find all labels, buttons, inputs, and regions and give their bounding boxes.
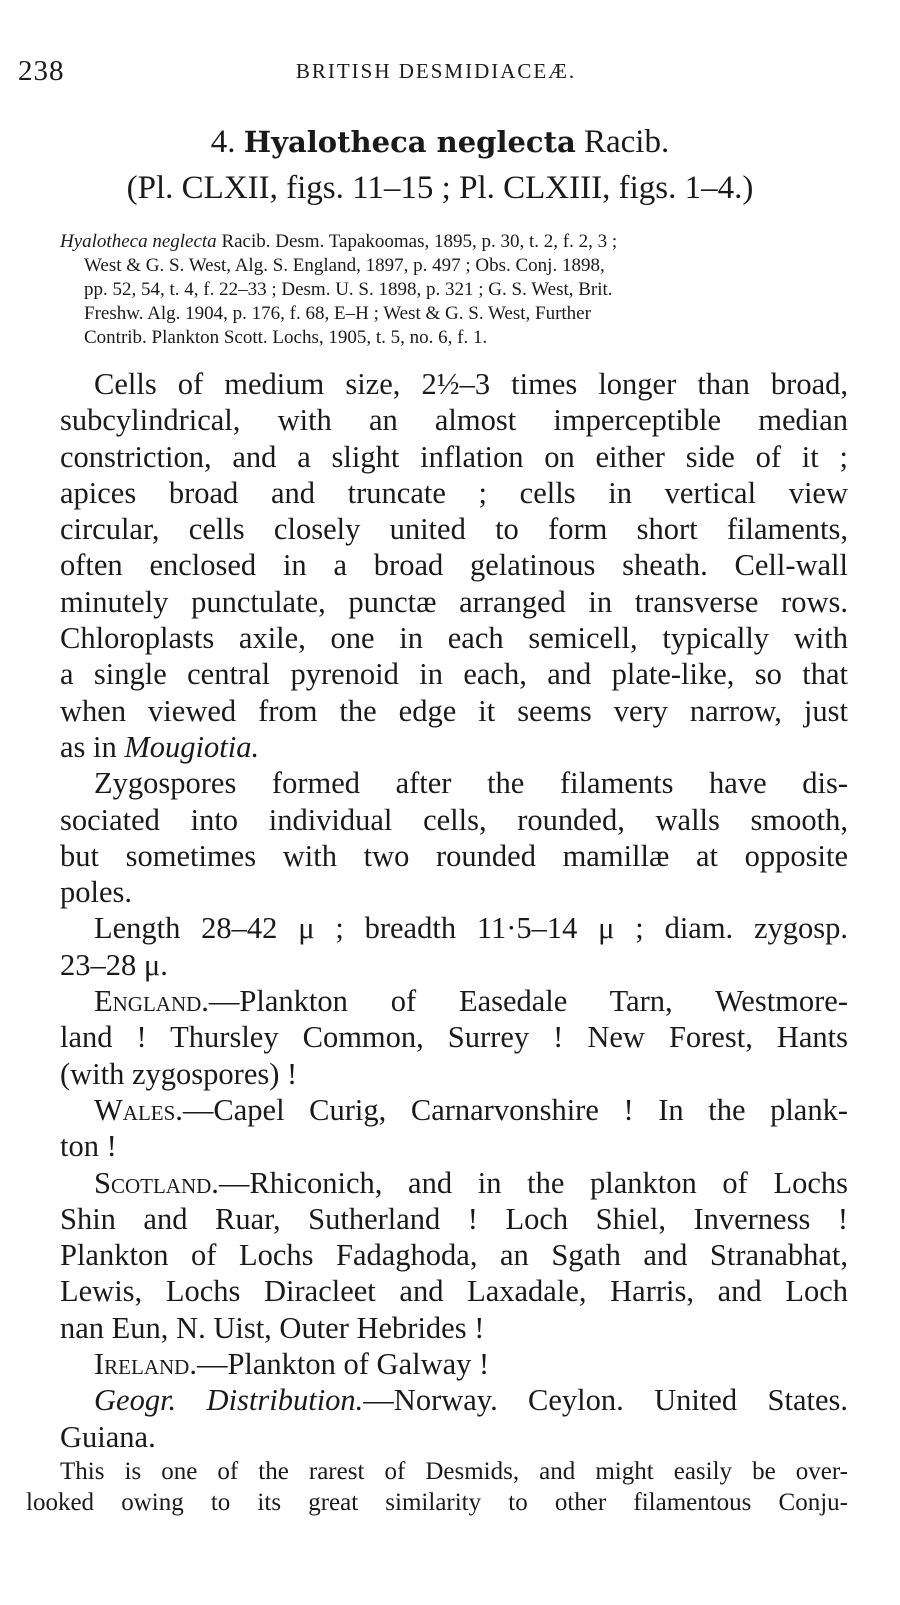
- text-line: Ireland.—Plankton of Galway !: [94, 1347, 490, 1382]
- text-line: often enclosed in a broad gelatinous sheath. Cell-wall: [60, 548, 848, 583]
- region-label: England.: [94, 984, 209, 1019]
- genus-mougiotia: Mougiotia.: [124, 729, 260, 764]
- text-line: subcylindrical, with an almost imperceptible median: [60, 403, 848, 438]
- paragraph-scotland: [26, 1165, 848, 1346]
- note-paragraph: [26, 1456, 848, 1518]
- species-number: 4.: [210, 124, 236, 160]
- species-title: [30, 122, 850, 162]
- text-line: Plankton of Lochs Fadaghoda, an Sgath and Stranabhat,: [60, 1238, 848, 1273]
- synonymy-line: Contrib. Plankton Scott. Lochs, 1905, t. 5, no. 6, f. 1.: [84, 327, 488, 348]
- description-body: [26, 366, 848, 1455]
- text-line: Scotland.—Rhiconich, and in the plankton of Lochs: [94, 1165, 848, 1200]
- text-line: (with zygospores) !: [60, 1056, 298, 1091]
- paragraph-wales: [26, 1092, 848, 1165]
- species-name: Hyalotheca neglecta: [243, 125, 576, 159]
- text-line: England.—Plankton of Easedale Tarn, Westmore-: [94, 984, 848, 1019]
- synonymy-line: West & G. S. West, Alg. S. England, 1897, p. 497 ; Obs. Conj. 1898,: [84, 255, 605, 276]
- text-line: land ! Thursley Common, Surrey ! New Forest, Hants: [60, 1020, 848, 1055]
- paragraph-england: [26, 983, 848, 1092]
- text-line: 23–28 μ.: [60, 947, 168, 982]
- text-line: sociated into individual cells, rounded, walls smooth,: [60, 802, 848, 837]
- paragraph-cells: [26, 366, 848, 765]
- synonymy-line: pp. 52, 54, t. 4, f. 22–33 ; Desm. U. S. 1898, p. 321 ; G. S. West, Brit.: [84, 279, 613, 300]
- text-line: a single central pyrenoid in each, and plate-like, so that: [60, 657, 848, 692]
- running-title: BRITISH DESMIDIACEÆ.: [295, 59, 577, 83]
- paragraph-ireland: [26, 1346, 848, 1382]
- text-line: nan Eun, N. Uist, Outer Hebrides !: [60, 1310, 485, 1345]
- paragraph-zygospores: [26, 765, 848, 910]
- text-line: Shin and Ruar, Sutherland ! Loch Shiel, Inverness !: [60, 1201, 848, 1236]
- geogr-label: Geogr. Distribution.: [94, 1383, 364, 1418]
- text-line: This is one of the rarest of Desmids, and might easily be over-: [60, 1458, 848, 1485]
- paragraph-geographic-distribution: [26, 1382, 848, 1455]
- paragraph-dimensions: [26, 910, 848, 983]
- page-number: 238: [18, 55, 65, 87]
- text-line: as in Mougiotia.: [60, 729, 260, 764]
- text-line: poles.: [60, 875, 133, 910]
- text-line: Zygospores formed after the filaments have dis-: [94, 766, 848, 801]
- region-label: Wales.: [94, 1092, 183, 1127]
- text-line: Chloroplasts axile, one in each semicell, typically with: [60, 621, 848, 656]
- synonymy-line: Freshw. Alg. 1904, p. 176, f. 68, E–H ; West & G. S. West, Further: [84, 303, 591, 324]
- text-line: circular, cells closely united to form short filaments,: [60, 512, 848, 547]
- running-head: [18, 55, 854, 89]
- text-line: Length 28–42 μ ; breadth 11·5–14 μ ; diam. zygosp.: [94, 911, 848, 946]
- text-line: constriction, and a slight inflation on either side of it ;: [60, 439, 848, 474]
- text-line: apices broad and truncate ; cells in vertical view: [60, 475, 848, 510]
- text-line: ton !: [60, 1129, 117, 1164]
- text-line: Geogr. Distribution.—Norway. Ceylon. United States.: [94, 1383, 848, 1418]
- text-line: Wales.—Capel Curig, Carnarvonshire ! In the plank-: [94, 1092, 848, 1127]
- region-label: Scotland.: [94, 1165, 219, 1200]
- synonymy-block: [60, 230, 850, 350]
- text-line: Lewis, Lochs Diracleet and Laxadale, Harris, and Loch: [60, 1274, 848, 1309]
- species-authority: Racib.: [584, 124, 670, 160]
- synonymy-line: Hyalotheca neglecta Racib. Desm. Tapakoomas, 1895, p. 30, t. 2, f. 2, 3 ;: [60, 231, 618, 252]
- synonymy-name: Hyalotheca neglecta: [60, 231, 217, 252]
- text-line: looked owing to its great similarity to other filamentous Conju-: [26, 1489, 848, 1516]
- text-line: when viewed from the edge it seems very narrow, just: [60, 693, 848, 728]
- text-line: Cells of medium size, 2½–3 times longer than broad,: [94, 367, 848, 401]
- text-line: but sometimes with two rounded mamillæ at opposite: [60, 838, 848, 873]
- text-line: minutely punctulate, punctæ arranged in transverse rows.: [60, 584, 848, 619]
- plate-reference: (Pl. CLXII, figs. 11–15 ; Pl. CLXIII, figs. 1–4.): [126, 170, 754, 206]
- text-line: Guiana.: [60, 1419, 156, 1454]
- region-label: Ireland.: [94, 1347, 197, 1382]
